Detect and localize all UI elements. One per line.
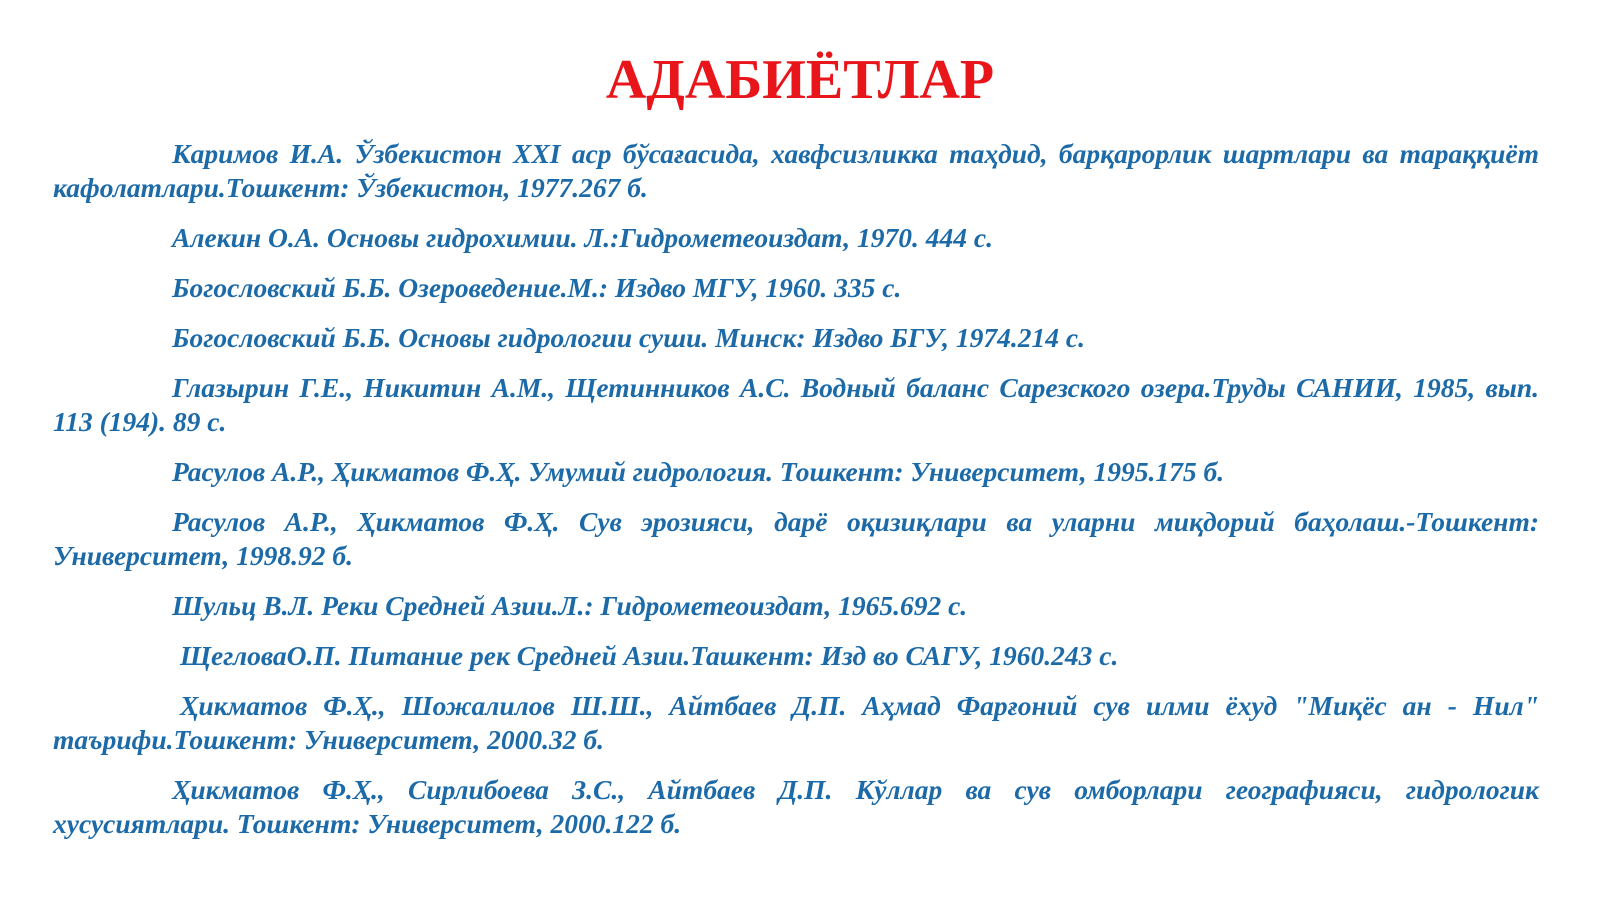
reference-item: ЩегловаО.П. Питание рек Средней Азии.Ташкент: Изд во САГУ, 1960.243 с. <box>180 640 1119 671</box>
reference-item: Богословский Б.Б. Озероведение.М.: Издво МГУ, 1960. 335 с. <box>172 272 902 303</box>
page-title: АДАБИЁТЛАР <box>605 49 995 111</box>
reference-item: Алекин О.А. Основы гидрохимии. Л.:Гидрометеоиздат, 1970. 444 с. <box>172 222 993 253</box>
reference-item: Шульц В.Л. Реки Средней Азии.Л.: Гидрометеоиздат, 1965.692 с. <box>172 590 968 621</box>
reference-item: Расулов А.Р., Ҳикматов Ф.Ҳ. Умумий гидрология. Тошкент: Университет, 1995.175 б. <box>172 456 1225 487</box>
reference-item: Каримов И.А. Ўзбекистон XXI аср бўсағасида, хавфсизликка таҳдид, барқарорлик шартлари ва тараққиёт кафолатлари.Тошкент: Ўзбекистон, 1977.267 б. <box>53 138 1539 203</box>
reference-item: Ҳикматов Ф.Ҳ., Сирлибоева З.С., Айтбаев Д.П. Кўллар ва сув омборлари географияси, гидрологик хусусиятлари. Тошкент: Университет, 2000.122 б. <box>53 774 1539 839</box>
reference-item: Расулов А.Р., Ҳикматов Ф.Ҳ. Сув эрозияси, дарё оқизиқлари ва уларни миқдорий баҳолаш.-Тошкент: Университет, 1998.92 б. <box>53 506 1539 571</box>
references-list <box>53 137 1539 857</box>
reference-item: Глазырин Г.Е., Никитин А.М., Щетинников А.С. Водный баланс Сарезского озера.Труды САНИИ, 1985, вып. 113 (194). 89 с. <box>53 372 1539 437</box>
reference-item: Богословский Б.Б. Основы гидрологии суши. Минск: Издво БГУ, 1974.214 с. <box>172 322 1085 353</box>
reference-item: Ҳикматов Ф.Ҳ., Шожалилов Ш.Ш., Айтбаев Д.П. Аҳмад Фарғоний сув илми ёхуд "Миқёс ан - Нил" таърифи.Тошкент: Университет, 2000.32 б. <box>53 690 1539 755</box>
